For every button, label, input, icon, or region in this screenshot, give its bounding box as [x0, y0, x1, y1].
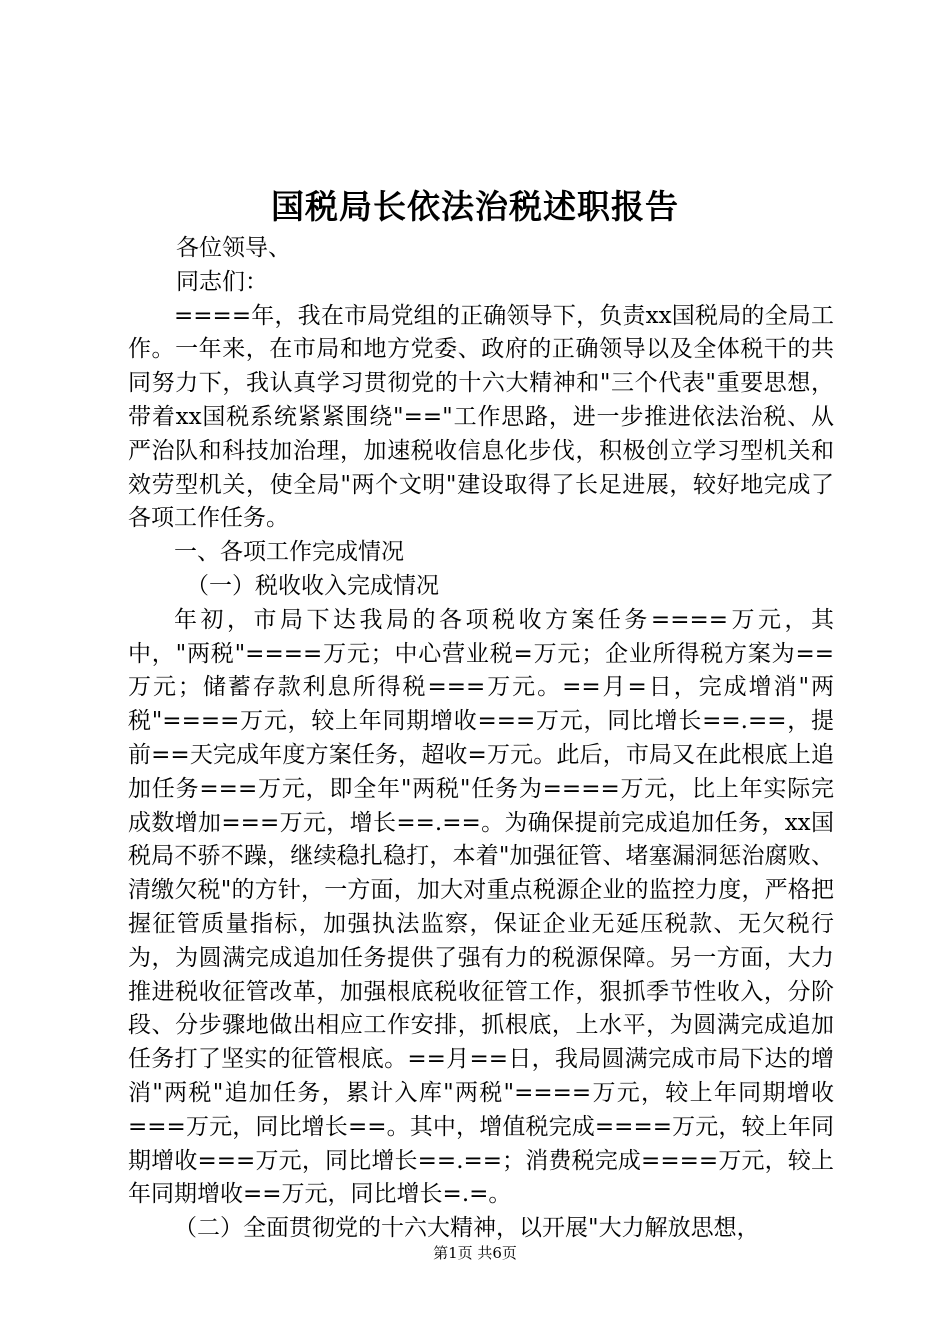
page-indicator: 第1页 共6页: [433, 1244, 517, 1262]
salutation-leaders: 各位领导、: [176, 235, 291, 261]
subsection-heading-2: （二）全面贯彻党的十六大精神，以开展"大力解放思想，: [174, 1215, 760, 1242]
document-body: [128, 232, 834, 1246]
tax-revenue-paragraph: 年初，市局下达我局的各项税收方案任务====万元，其中，"两税"====万元；中心营业税=万元；企业所得税方案为==万元；储蓄存款利息所得税===万元。==月=日，完成增消"两税"====万元，较上年同期增收===万元，同比增长==.==，提前==天完成年度方案任务，超收=万元。此后，市局又在此根底上追加任务===万元，即全年"两税"任务为====万元，比上年实际完成数增加===万元，增长==.==。为确保提前完成追加任务，xx国税局不骄不躁，继续稳扎稳打，本着"加强征管、堵塞漏洞惩治腐败、清缴欠税"的方针，一方面，加大对重点税源企业的监控力度，严格把握征管质量指标，加强执法监察，保证企业无延压税款、无欠税行为，为圆满完成追加任务提供了强有力的税源保障。另一方面，大力推进税收征管改革，加强根底税收征管工作，狠抓季节性收入，分阶段、分步骤地做出相应工作安排，抓根底，上水平，为圆满完成追加任务打了坚实的征管根底。==月==日，我局圆满完成市局下达的增消"两税"追加任务，累计入库"两税"====万元，较上年同期增收===万元，同比增长==。其中，增值税完成====万元，较上年同期增收===万元，同比增长==.==；消费税完成====万元，较上年同期增收==万元，同比增长=.=。: [128, 606, 834, 1208]
intro-paragraph: ====年，我在市局党组的正确领导下，负责xx国税局的全局工作。一年来，在市局和地方党委、政府的正确领导以及全体税干的共同努力下，我认真学习贯彻党的十六大精神和"三个代表"重要思想，带着xx国税系统紧紧围绕"=="工作思路，进一步推进依法治税、从严治队和科技加治理，加速税收信息化步伐，积极创立学习型机关和效劳型机关，使全局"两个文明"建设取得了长足进展，较好地完成了各项工作任务。: [128, 302, 834, 532]
document-title: 国税局长依法治税述职报告: [271, 187, 679, 226]
section-heading: 一、各项工作完成情况: [174, 539, 404, 566]
subsection-heading: （一）税收收入完成情况: [186, 572, 439, 599]
salutation-comrades: 同志们：: [176, 268, 268, 295]
